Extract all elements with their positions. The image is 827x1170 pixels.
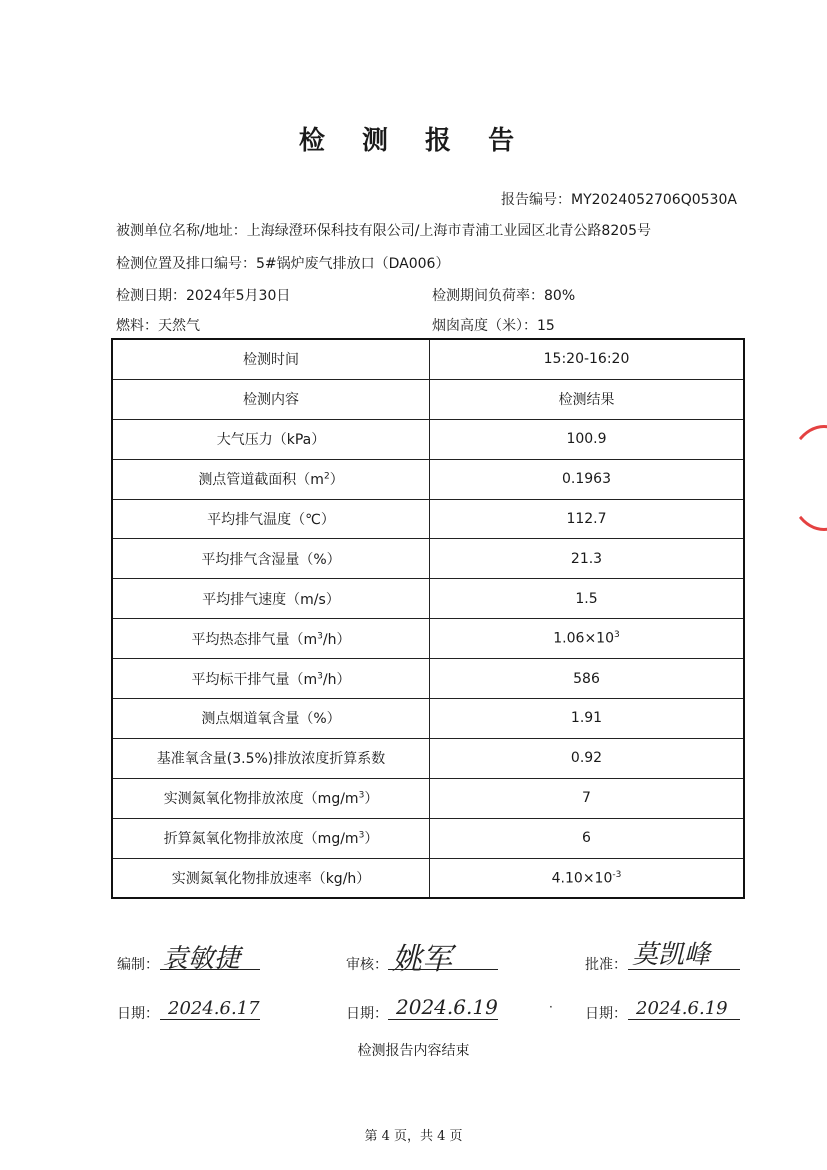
parameter-name-text: ）	[329, 472, 344, 489]
parameter-name	[112, 659, 430, 699]
results-table	[111, 338, 745, 899]
parameter-value: 112.7	[430, 499, 745, 539]
parameter-name: 大气压力（kPa）	[112, 419, 430, 459]
table-row	[112, 539, 744, 579]
load-rate: 检测期间负荷率：80%	[432, 288, 576, 304]
superscript: 3	[358, 830, 365, 841]
dot-mark: ·	[549, 1000, 553, 1014]
table-row	[112, 419, 744, 459]
parameter-value: 0.92	[430, 738, 745, 778]
signature-line	[388, 969, 498, 970]
red-seal-stamp	[786, 425, 827, 531]
signature-line	[628, 969, 740, 970]
table-row	[112, 619, 744, 659]
table-row	[112, 459, 744, 499]
table-row	[112, 379, 744, 419]
parameter-value: 586	[430, 659, 745, 699]
parameter-name: 平均排气速度（m/s）	[112, 579, 430, 619]
superscript: -3	[612, 869, 622, 880]
parameter-value: 1.5	[430, 579, 745, 619]
superscript: 3	[358, 790, 365, 801]
signature-line	[628, 1019, 740, 1020]
signature-line	[388, 1019, 498, 1020]
table-row	[112, 738, 744, 778]
date-label: 日期：	[585, 1006, 627, 1022]
result-header: 检测结果	[430, 379, 745, 419]
test-location: 检测位置及排口编号：5#锅炉废气排放口（DA006）	[116, 256, 450, 272]
parameter-name-text: 平均标干排气量（m	[191, 671, 318, 688]
stack-height: 烟囱高度（米）：15	[432, 318, 555, 334]
parameter-name-text: ）	[364, 831, 379, 848]
signature-line	[160, 969, 260, 970]
end-of-report: 检测报告内容结束	[357, 1043, 470, 1059]
table-row	[112, 778, 744, 818]
value-text: 1.06×10	[553, 631, 614, 647]
compiler-signature: 袁敏捷	[162, 944, 241, 974]
parameter-name-text: ）	[364, 791, 379, 808]
table-row	[112, 818, 744, 858]
parameter-value: 100.9	[430, 419, 745, 459]
table-row	[112, 499, 744, 539]
superscript: 3	[317, 670, 323, 681]
compile-date-signature: 2024.6.17	[168, 998, 260, 1019]
parameter-name	[112, 619, 430, 659]
parameter-name: 测点烟道氧含量（%）	[112, 699, 430, 739]
superscript: 3	[613, 630, 620, 641]
parameter-name: 实测氮氧化物排放速率（kg/h）	[112, 858, 430, 898]
review-date-signature: 2024.6.19	[396, 995, 498, 1019]
parameter-value	[430, 858, 745, 898]
compiler-label: 编制：	[117, 957, 159, 973]
parameter-name	[112, 778, 430, 818]
fuel: 燃料：天然气	[116, 318, 200, 334]
parameter-value	[430, 619, 745, 659]
test-date: 检测日期：2024年5月30日	[116, 288, 291, 304]
approver-signature: 莫凯峰	[632, 940, 711, 970]
page-footer: 第 4 页，共 4 页	[364, 1129, 463, 1144]
approver-label: 批准：	[585, 957, 627, 973]
parameter-name: 平均排气含湿量（%）	[112, 539, 430, 579]
date-label: 日期：	[346, 1006, 388, 1022]
parameter-value: 6	[430, 818, 745, 858]
table-row	[112, 699, 744, 739]
parameter-name-text: /h）	[322, 671, 351, 688]
parameter-value: 0.1963	[430, 459, 745, 499]
table-row	[112, 339, 744, 379]
table-row	[112, 579, 744, 619]
parameter-name	[112, 818, 430, 858]
parameter-name: 基准氧含量(3.5%)排放浓度折算系数	[112, 738, 430, 778]
tested-unit: 被测单位名称/地址：上海绿澄环保科技有限公司/上海市青浦工业园区北青公路8205号	[116, 223, 652, 239]
parameter-value: 1.91	[430, 699, 745, 739]
parameter-name-text: 平均热态排气量（m	[191, 631, 318, 648]
parameter-name-text: /h）	[322, 631, 351, 648]
parameter-name: 平均排气温度（℃）	[112, 499, 430, 539]
signature-line	[160, 1019, 260, 1020]
value-text: 4.10×10	[551, 870, 613, 887]
reviewer-label: 审核：	[346, 957, 388, 973]
parameter-value: 7	[430, 778, 745, 818]
table-row	[112, 858, 744, 898]
time-value: 15:20-16:20	[430, 339, 745, 379]
parameter-value: 21.3	[430, 539, 745, 579]
superscript: 2	[323, 471, 330, 482]
parameter-name-text: 实测氮氧化物排放浓度（mg/m	[163, 791, 359, 808]
date-label: 日期：	[117, 1006, 159, 1022]
superscript: 3	[317, 631, 323, 642]
parameter-name-text: 测点管道截面积（m	[198, 472, 324, 489]
time-label: 检测时间	[112, 339, 430, 379]
parameter-name-text: 折算氮氧化物排放浓度（mg/m	[163, 831, 359, 848]
parameter-name	[112, 459, 430, 499]
reviewer-signature: 姚军	[392, 942, 452, 977]
approve-date-signature: 2024.6.19	[636, 998, 728, 1019]
content-header: 检测内容	[112, 379, 430, 419]
table-row	[112, 659, 744, 699]
report-title: 检 测 报 告	[298, 126, 529, 156]
report-number: 报告编号：MY2024052706Q0530A	[501, 192, 737, 208]
